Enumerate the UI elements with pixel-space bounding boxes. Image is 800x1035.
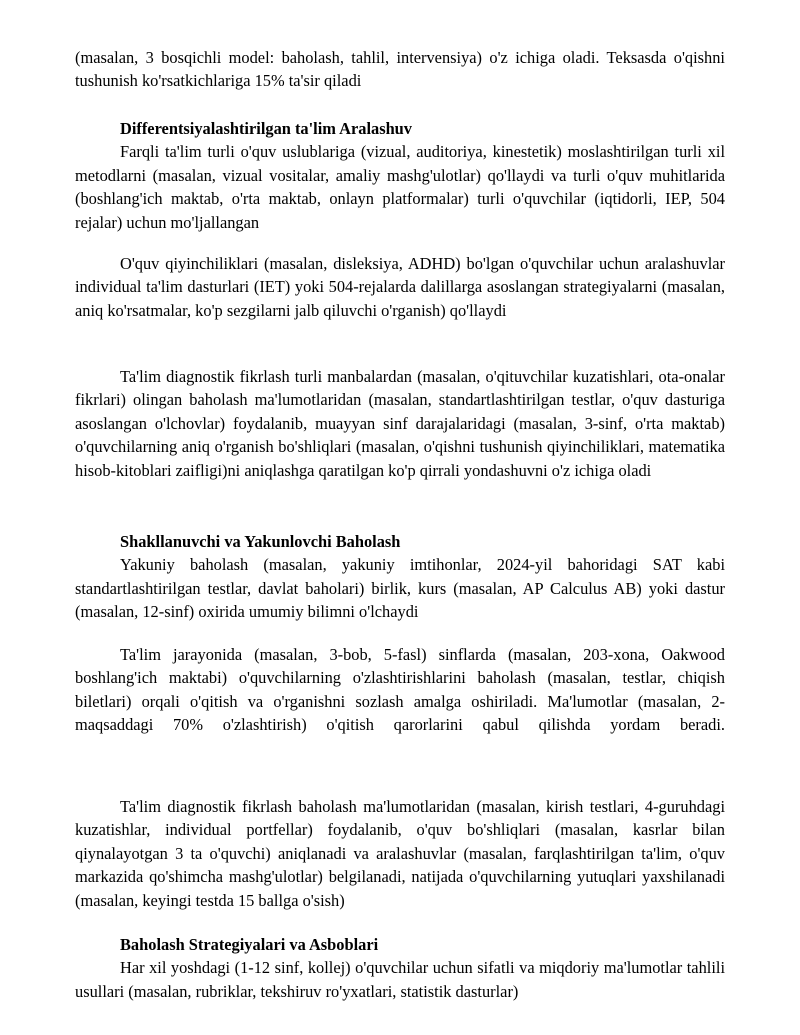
paragraph-text: Ta'lim diagnostik fikrlash turli manbalardan (masalan, o'qituvchilar kuzatishlari, ota-onalar fikrlari) olingan baholash ma'lumotlaridan (masalan, standartlashtirilgan testlar, o'quv dasturiga asoslangan o'lchovlar) foydalanib, muayyan sinf darajalaridagi (masalan, 3-sinf, o'rta maktab) o'quvchilarning aniq o'rganish bo'shliqlari (masalan, o'qishni tushunish qiyinchiliklari, matematika hisob-kitoblari zaifligi)ni aniqlashga qaratilgan ko'p qirrali yondashuvni o'z ichiga oladi	[75, 367, 725, 480]
section-heading: Baholash Strategiyalari va Asboblari	[120, 935, 379, 954]
section-differentiated-instruction	[75, 117, 725, 234]
paragraph-diagnostic-reasoning	[75, 365, 725, 482]
paragraph-text: Yakuniy baholash (masalan, yakuniy imtihonlar, 2024-yil bahoridagi SAT kabi standartlashtirilgan testlar, davlat baholari) birlik, kurs (masalan, AP Calculus AB) yoki dastur (masalan, 12-sinf) oxirida umumiy bilimni o'lchaydi	[75, 555, 725, 622]
section-heading: Shakllanuvchi va Yakunlovchi Baholash	[120, 532, 401, 551]
paragraph-learning-difficulties	[75, 252, 725, 322]
section-heading: Differentsiyalashtirilgan ta'lim Aralashuv	[120, 119, 412, 138]
paragraph-text: (masalan, 3 bosqichli model: baholash, tahlil, intervensiya) o'z ichiga oladi. Teksasda o'qishni tushunish ko'rsatkichlariga 15% ta'sir qiladi	[75, 48, 725, 91]
paragraph-text: Farqli ta'lim turli o'quv uslublariga (vizual, auditoriya, kinestetik) moslashtirilgan turli xil metodlarni (masalan, vizual vositalar, amaliy mashg'ulotlar) qo'llaydi va turli o'quv muhitlarida (boshlang'ich maktab, o'rta maktab, onlayn platformalar) turli o'quvchilar (iqtidorli, IEP, 504 rejalar) uchun mo'ljallangan	[75, 142, 725, 232]
section-assessment-strategies	[75, 933, 725, 1003]
section-formative-summative	[75, 530, 725, 624]
paragraph-text: O'quv qiyinchiliklari (masalan, disleksiya, ADHD) bo'lgan o'quvchilar uchun aralashuvlar individual ta'lim dasturlari (IET) yoki 504-rejalarda dalillarga asoslangan strategiyalarni (masalan, aniq ko'rsatmalar, ko'p sezgilarni jalb qiluvchi o'rganish) qo'llaydi	[75, 254, 725, 320]
paragraph-intro-continued	[75, 46, 725, 93]
paragraph-text: Har xil yoshdagi (1-12 sinf, kollej) o'quvchilar uchun sifatli va miqdoriy ma'lumotlar tahlili usullari (masalan, rubriklar, tekshiruv ro'yxatlari, statistik dasturlar)	[75, 958, 725, 1001]
paragraph-text: Ta'lim jarayonida (masalan, 3-bob, 5-fasl) sinflarda (masalan, 203-xona, Oakwood boshlang'ich maktabi) o'quvchilarning o'zlashtirishlarini baholash (masalan, testlar, chiqish biletlari) orqali o'qitish va o'rganishni sozlash amalga oshiriladi. Ma'lumotlar (masalan, 2-maqsaddagi 70% o'zlashtirish) o'qitish qarorlarini qabul qilishda yordam beradi.	[75, 645, 725, 735]
paragraph-text: Ta'lim diagnostik fikrlash baholash ma'lumotlaridan (masalan, kirish testlari, 4-guruhdagi kuzatishlar, individual portfellar) foydalanib, o'quv bo'shliqlari (masalan, kasrlar bilan qiynalayotgan 3 ta o'quvchi) aniqlanadi va aralashuvlar (masalan, farqlashtirilgan ta'lim, o'quv markazida qo'shimcha mashg'ulotlar) belgilanadi, natijada o'quvchilarning yutuqlari yaxshilanadi (masalan, keyingi testda 15 ballga o'sish)	[75, 797, 725, 910]
paragraph-diagnostic-data	[75, 795, 725, 912]
paragraph-formative-assessment	[75, 643, 725, 737]
